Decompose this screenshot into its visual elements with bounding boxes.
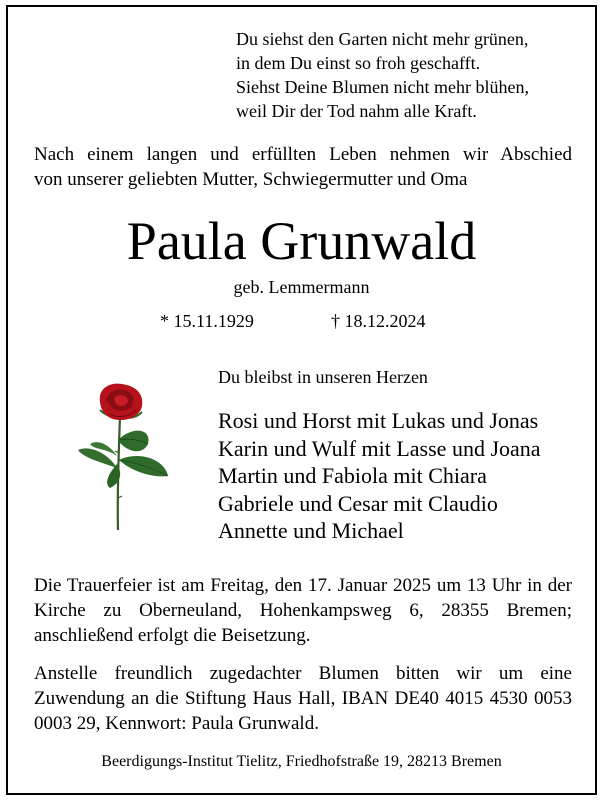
poem-line: Siehst Deine Blumen nicht mehr blühen, bbox=[236, 77, 529, 97]
mourners-list bbox=[218, 407, 541, 545]
mourner-line: Martin und Fabiola mit Chiara bbox=[218, 463, 487, 488]
funeral-service-text: Die Trauerfeier ist am Freitag, den 17. Januar 2025 um 13 Uhr in der Kirche zu Oberneuland, Hohenkampsweg 6, 28355 Bremen; anschließend erfolgt die Beisetzung. bbox=[34, 575, 572, 646]
birth-name: geb. Lemmermann bbox=[233, 277, 370, 297]
deceased-name: Paula Grunwald bbox=[126, 211, 477, 271]
poem-line: weil Dir der Tod nahm alle Kraft. bbox=[236, 101, 477, 121]
mourner-line: Gabriele und Cesar mit Claudio bbox=[218, 490, 498, 516]
intro-line: von unserer geliebten Mutter, Schwiegermutter und Oma bbox=[34, 169, 468, 190]
poem-line: Du siehst den Garten nicht mehr grünen, bbox=[236, 29, 529, 49]
remembrance-line: Du bleibst in unseren Herzen bbox=[218, 367, 428, 387]
mourner-line: Rosi und Horst mit Lukas und Jonas bbox=[218, 408, 539, 433]
poem-line: in dem Du einst so froh geschafft. bbox=[236, 53, 481, 73]
birth-date: * 15.11.1929 bbox=[160, 311, 254, 331]
intro-text bbox=[34, 142, 572, 192]
death-date: † 18.12.2024 bbox=[331, 311, 426, 331]
mourner-line: Annette und Michael bbox=[218, 518, 404, 543]
funeral-home-footer: Beerdigungs-Institut Tielitz, Friedhofstraße 19, 28213 Bremen bbox=[101, 753, 502, 770]
mourner-line: Karin und Wulf mit Lasse und Joana bbox=[218, 435, 541, 461]
poem bbox=[236, 27, 529, 123]
donation-text: Anstelle freundlich zugedachter Blumen bitten wir um eine Zuwendung an die Stiftung Haus Hall, IBAN DE40 4015 4530 0053 0003 29, Kennwort: Paula Grunwald. bbox=[34, 663, 572, 734]
intro-line: Nach einem langen und erfüllten Leben nehmen wir Abschied bbox=[34, 144, 572, 165]
rose-icon bbox=[70, 378, 180, 538]
